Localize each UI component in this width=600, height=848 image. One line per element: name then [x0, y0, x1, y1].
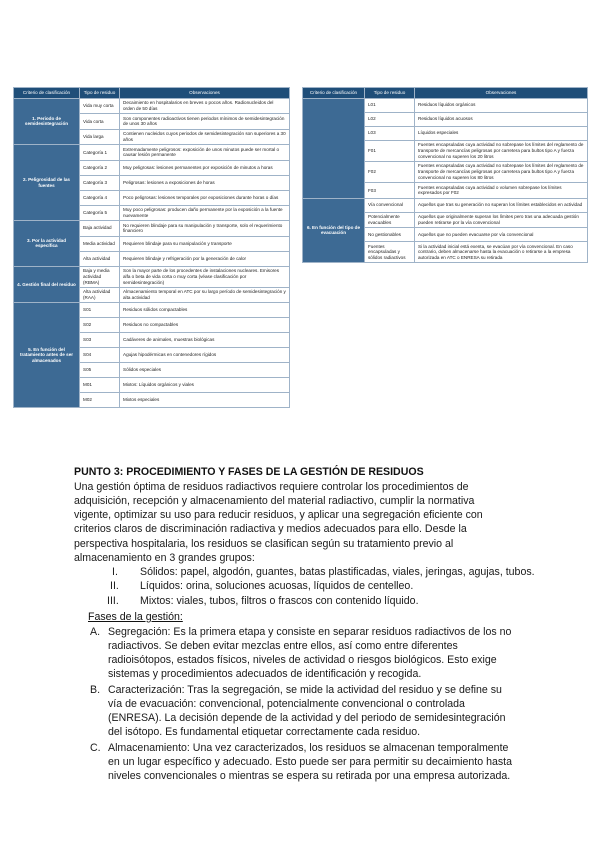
phase-line: sistemas y procedimientos adecuados de identificación y recogida. [108, 668, 422, 680]
criterion-cell: 2. Peligrosidad de las fuentes [14, 145, 80, 221]
type-cell: F02 [365, 161, 415, 182]
observation-cell: Requieren blindaje para su manipulación y transporte [120, 236, 290, 251]
type-cell: Alta actividad (RAA) [80, 287, 120, 302]
observation-cell: Son la mayor parte de los procedentes de instalaciones nucleares. Emisores alfa o beta de vida corta o muy corta (véase clasificación por semidesintegración) [120, 266, 290, 287]
header-type: Tipo de residuo [365, 88, 415, 99]
list-marker: B. [90, 684, 101, 696]
observation-cell: Requieren blindaje y refrigeración por la generación de calor [120, 251, 290, 266]
phase-line: radiactivos. Se deben evitar mezclas entre ellos, así como entre diferentes [108, 640, 458, 652]
phase-line: Segregación: Es la primera etapa y consiste en separar residuos radiactivos de los no [108, 626, 512, 638]
type-cell: Vida larga [80, 129, 120, 144]
observation-cell: Si la actividad inicial está exenta, se evacúan por vía convencional. En caso contrario, deben almacenarse hasta la evacuación o retirarse a la empresa autorizada en ATC o ENRESA su retirada [415, 242, 588, 263]
table-row [14, 145, 290, 160]
intro-line: criterios claros de discriminación radiactiva y medios adecuados para ello. Desde la [74, 523, 467, 535]
observation-cell: Fuentes encapsuladas cuya actividad no sobrepase los límites del reglamento de transporte de mercancías peligrosas por carretera para bultos tipo A y fuerza convencional no superen los 20 litros [415, 140, 588, 161]
list-item: Líquidos: orina, soluciones acuosas, líquidos de centelleo. [140, 580, 414, 592]
phase-line: del isótopo. Es fundamental etiquetar correctamente cada residuo. [108, 726, 421, 738]
list-marker: A. [90, 626, 101, 638]
type-cell: Vida muy corta [80, 98, 120, 113]
type-cell: Categoría 4 [80, 190, 120, 205]
type-cell: Vida corta [80, 114, 120, 129]
table-row [303, 98, 588, 112]
criterion-cell: 4. Gestión final del residuo [14, 266, 80, 303]
observation-cell: Son componentes radioactivos tienen periodos mínimos de semidesintegración de unos 30 años [120, 114, 290, 129]
phases-title: Fases de la gestión: [88, 611, 183, 623]
observation-cell: Cadáveres de animales, muestras biológicas [120, 333, 290, 348]
observation-cell: Mixtos especiales [120, 393, 290, 408]
type-cell: Categoría 1 [80, 145, 120, 160]
observation-cell: Contienen nucleidos cuyos periodos de semidesintegración son superiores a 30 años [120, 129, 290, 144]
type-cell: Alta actividad [80, 251, 120, 266]
observation-cell: Mixtos: Líquidos orgánicos y viales [120, 378, 290, 393]
observation-cell: Aquellos que originalmente superan los límites pero tras una adecuada gestión pueden retirarse por la vía convencional [415, 212, 588, 227]
type-cell: F03 [365, 183, 415, 198]
list-item: Mixtos: viales, tubos, filtros o frascos con contenido líquido. [140, 595, 419, 607]
phase-line: niveles convencionales o mientras se espera su retirada por una empresa autorizada. [108, 770, 511, 782]
type-cell: M01 [80, 378, 120, 393]
intro-line: Una gestión óptima de residuos radiactivos requiere controlar los procedimientos de [74, 481, 469, 493]
table-row [14, 221, 290, 236]
type-cell: S01 [80, 303, 120, 318]
list-marker: III. [107, 595, 119, 607]
list-marker: C. [90, 742, 101, 754]
observation-cell: Aquellos que no pueden evacuarse por vía convencional [415, 228, 588, 242]
header-observations: Observaciones [415, 88, 588, 99]
type-cell: Vía convencional [365, 198, 415, 212]
observation-cell: Agujas hipodérmicas en contenedores rígidos [120, 348, 290, 363]
table-row [14, 266, 290, 287]
observation-cell: Residuos sólidos compactables [120, 303, 290, 318]
phase-line: (ENRESA). La decisión depende de la actividad y del periodo de semidesintegración [108, 712, 506, 724]
header-criterion: Criterio de clasificación [14, 88, 80, 99]
intro-line: vigente, optimizar su uso para reducir residuos, y aplicar una segregación eficiente con [74, 509, 483, 521]
list-marker: II. [110, 580, 119, 592]
observation-cell: Fuentes encapsuladas cuya actividad no sobrepase los límites del reglamento de transporte de mercancías peligrosas por carretera para bultos tipo A y fuerza convencional no superen los 80 litros [415, 161, 588, 182]
criterion-cell: 1. Periodo de semidesintegración [14, 98, 80, 144]
type-cell: L02 [365, 112, 415, 126]
table-header-row [14, 88, 290, 99]
criterion-cell: 6. En función del tipo de evacuación [303, 198, 365, 263]
phase-line: Almacenamiento: Una vez caracterizados, los residuos se almacenan temporalmente [108, 742, 509, 754]
header-type: Tipo de residuo [80, 88, 120, 99]
observation-cell: Poco peligrosas: lesiones temporales por exposiciones durante horas o días [120, 190, 290, 205]
classification-table-right [302, 87, 588, 263]
classification-table-left [13, 87, 290, 408]
observation-cell: Almacenamiento temporal en ATC por su largo período de semidesintegración y alta actividad [120, 287, 290, 302]
type-cell: M02 [80, 393, 120, 408]
observation-cell: Residuos líquidos acuosos [415, 112, 588, 126]
observation-cell: Muy poco peligrosas: producen daño permanente por la exposición a la fuente nuevamente [120, 205, 290, 220]
type-cell: F01 [365, 140, 415, 161]
type-cell: L01 [365, 98, 415, 112]
type-cell: Potencialmente evacuables [365, 212, 415, 227]
phase-line: radioisótopos, estados físicos, niveles de actividad o riesgos biológicos. Esto exige [108, 654, 497, 666]
observation-cell: Aquellos que tras su generación no superan los límites establecidos en actividad [415, 198, 588, 212]
observation-cell: No requieren blindaje para su manipulación y transporte, solo el requerimiento financiero [120, 221, 290, 236]
criterion-cell [303, 98, 365, 198]
phase-line: en un lugar específico y adecuado. Esto puede ser para permitir su decaimiento hasta [108, 756, 512, 768]
type-cell: L03 [365, 126, 415, 140]
list-item: Sólidos: papel, algodón, guantes, batas plastificadas, viales, jeringas, agujas, tubos. [140, 566, 535, 578]
type-cell: Categoría 3 [80, 175, 120, 190]
table-row [14, 303, 290, 318]
observation-cell: Muy peligrosas: lesiones permanentes por exposición de minutos a horas [120, 160, 290, 175]
type-cell: Media actividad [80, 236, 120, 251]
list-marker: I. [112, 566, 118, 578]
type-cell: Baja actividad [80, 221, 120, 236]
intro-line: almacenamiento en 3 grandes grupos: [74, 552, 255, 564]
phase-line: vía de evacuación: convencional, potencialmente convencional o controlada [108, 698, 465, 710]
type-cell: Categoría 2 [80, 160, 120, 175]
header-observations: Observaciones [120, 88, 290, 99]
intro-line: adquisición, recepción y almacenamiento del material radiactivo, cumplir la normativa [74, 495, 475, 507]
observation-cell: Residuos no compactables [120, 318, 290, 333]
observation-cell: Residuos líquidos orgánicos [415, 98, 588, 112]
type-cell: Baja y media actividad (RBMA) [80, 266, 120, 287]
observation-cell: Decaimiento en hospitalarios en breves o pocos años. Radionucleidos del orden de 50 días [120, 98, 290, 113]
table-row [303, 198, 588, 212]
type-cell: S05 [80, 363, 120, 378]
type-cell: No gestionables [365, 228, 415, 242]
intro-line: perspectiva hospitalaria, los residuos se clasifican según su tratamiento previo al [74, 538, 454, 550]
observation-cell: Peligrosas: lesiones a exposiciones de horas [120, 175, 290, 190]
header-criterion: Criterio de clasificación [303, 88, 365, 99]
table-header-row [303, 88, 588, 99]
criterion-cell: 3. Por la actividad específica [14, 221, 80, 266]
section-heading: PUNTO 3: PROCEDIMIENTO Y FASES DE LA GESTIÓN DE RESIDUOS [74, 466, 424, 478]
criterion-cell: 5. En función del tratamiento antes de ser almacenados [14, 303, 80, 408]
observation-cell: Extremadamente peligrosos: exposición de unos minutos puede ser mortal o causar lesión permanente [120, 145, 290, 160]
type-cell: Fuentes encapsuladas y sólidos radiactivos [365, 242, 415, 263]
type-cell: S02 [80, 318, 120, 333]
observation-cell: Líquidos especiales [415, 126, 588, 140]
observation-cell: Sólidos especiales [120, 363, 290, 378]
table-row [14, 98, 290, 113]
type-cell: Categoría 5 [80, 205, 120, 220]
observation-cell: Fuentes encapsuladas cuya actividad o volumen sobrepase los límites expresados por F02 [415, 183, 588, 198]
phase-line: Caracterización: Tras la segregación, se mide la actividad del residuo y se define su [108, 684, 502, 696]
type-cell: S03 [80, 333, 120, 348]
type-cell: S04 [80, 348, 120, 363]
